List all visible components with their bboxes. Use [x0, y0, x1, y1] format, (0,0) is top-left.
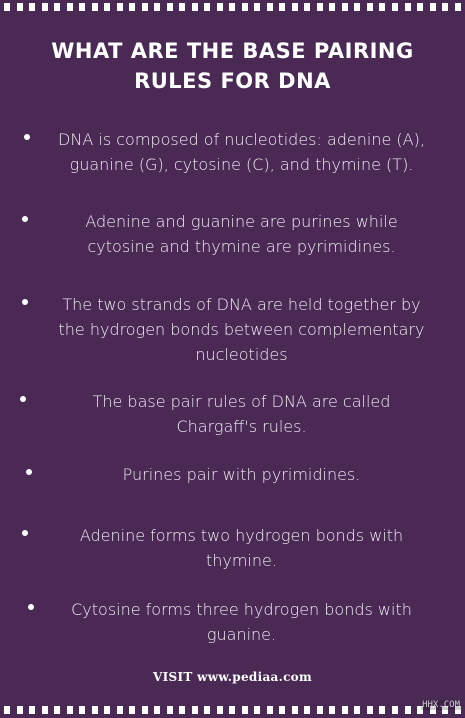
bullet-dot — [28, 604, 34, 610]
list-item — [0, 597, 465, 647]
list-item-text: Cytosine forms three hydrogen bonds with guanine. — [71, 600, 412, 644]
list-item-text: DNA is composed of nucleotides: adenine (A), guanine (G), cytosine (C), and thymine (T). — [58, 130, 425, 174]
watermark: HHX.COM — [422, 700, 460, 710]
bullet-dot — [22, 299, 28, 305]
list-item — [0, 523, 465, 573]
list-item-text: Adenine forms two hydrogen bonds with thymine. — [79, 526, 404, 570]
list-item — [0, 389, 465, 439]
list-item-text: Adenine and guanine are purines while cytosine and thymine are pyrimidines. — [85, 212, 398, 256]
bottom-dashed-border — [0, 706, 465, 716]
list-item — [0, 209, 465, 259]
list-item — [0, 292, 465, 367]
footer-visit-link: VISIT www.pediaa.com — [153, 670, 312, 684]
page-title: WHAT ARE THE BASE PAIRING RULES FOR DNA — [51, 39, 414, 93]
list-item-text: The base pair rules of DNA are called Chargaff's rules. — [92, 392, 391, 436]
bullet-dot — [24, 134, 30, 140]
bullet-dot — [26, 469, 32, 475]
list-item-text: Purines pair with pyrimidines. — [122, 465, 361, 484]
list-item — [0, 127, 465, 177]
bullet-dot — [22, 216, 28, 222]
bullet-dot — [22, 530, 28, 536]
list-item-text: The two strands of DNA are held together by the hydrogen bonds between complementary nucleotides — [58, 295, 425, 364]
top-dashed-border — [0, 3, 465, 13]
bullet-dot — [20, 396, 26, 402]
list-item — [0, 462, 465, 487]
